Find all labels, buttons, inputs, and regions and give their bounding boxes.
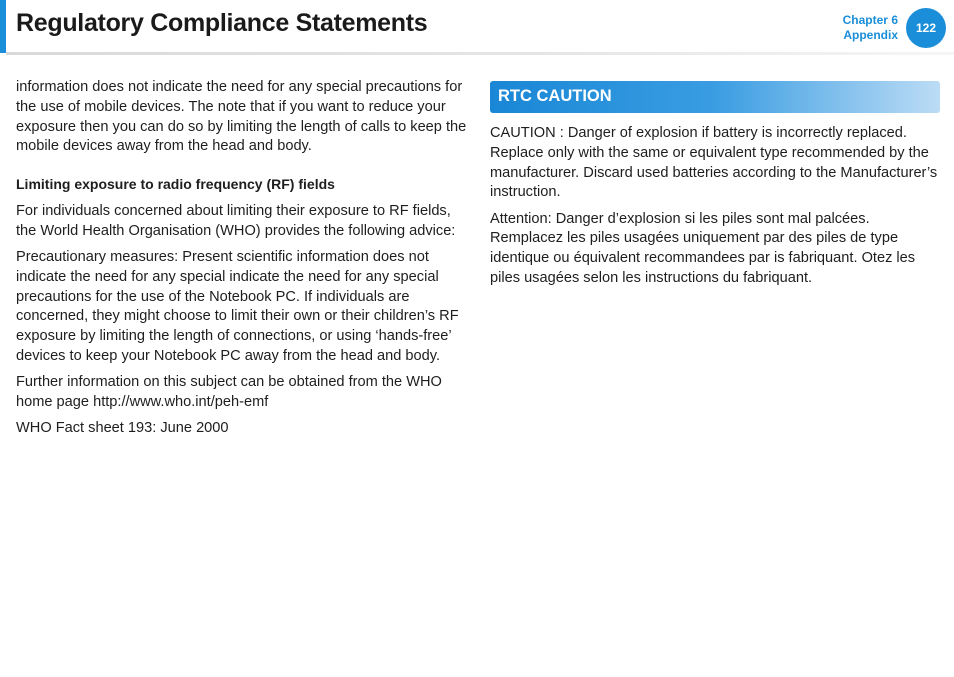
chapter-label: Chapter 6 [842,13,898,27]
caution-paragraph-french: Attention: Danger d’explosion si les piles sont mal palcées. Remplacez les piles usagées uniquement par des piles de type identique ou équivalent recommandees par is fabriquant. Otez les piles usagées selon les instructions du fabriquant. [490,210,916,287]
rf-exposure-subheading: Limiting exposure to radio frequency (RF) fields [16,176,335,193]
fact-sheet-paragraph: WHO Fact sheet 193: June 2000 [16,420,229,437]
rtc-caution-heading: RTC CAUTION [490,81,940,113]
page-title: Regulatory Compliance Statements [16,9,428,37]
intro-paragraph: information does not indicate the need for any special precautions for the use of mobile devices. The note that if you want to reduce your exposure then you can do so by limiting the length of calls to keep the mobile devices away from the head and body. [16,79,467,155]
who-advice-paragraph: For individuals concerned about limiting their exposure to RF fields, the World Health Organisation (WHO) provides the following advice: [16,202,456,239]
left-column [16,78,468,446]
further-info-paragraph: Further information on this subject can be obtained from the WHO home page http://www.who.int/peh-emf [16,374,442,411]
section-label: Appendix [843,28,898,42]
header-accent-bar [0,0,6,53]
page-number-badge: 122 [906,8,946,48]
right-column [490,78,940,295]
caution-paragraph-english: CAUTION : Danger of explosion if battery is incorrectly replaced. Replace only with the same or equivalent type recommended by the manufacturer. Discard used batteries according to the Manufacturer’s instruction. [490,125,938,201]
header-divider [6,52,954,55]
chapter-info [843,13,898,43]
precautionary-paragraph: Precautionary measures: Present scientific information does not indicate the need for any special indicate the need for any special precautions for the use of the Notebook PC. If individuals are concerned, they might choose to limit their own or their children’s RF exposure by limiting the length of connections, or using ‘hands-free’ devices to keep your Notebook PC away from the head and body. [16,249,459,365]
